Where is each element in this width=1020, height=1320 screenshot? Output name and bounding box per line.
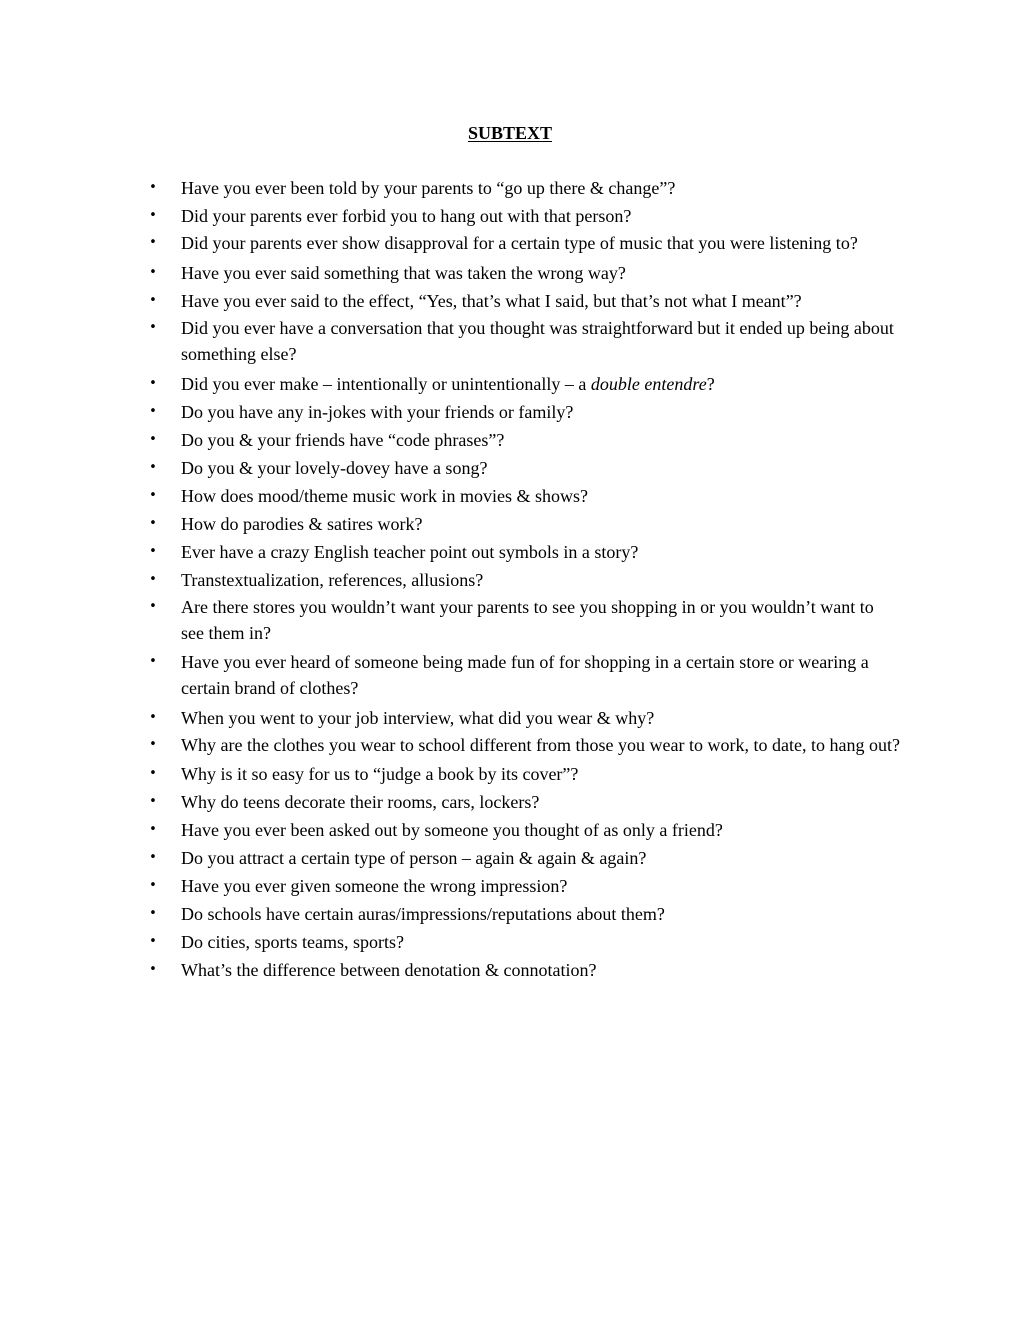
list-item — [149, 816, 901, 844]
bullet-icon: • — [149, 709, 157, 725]
list-item — [149, 760, 901, 788]
list-item-text: Did you ever have a conversation that you thought was straightforward but it ended up being about something else? — [181, 317, 894, 364]
list-item-italic-text: double entendre — [590, 373, 707, 394]
list-item — [149, 538, 901, 566]
bullet-icon: • — [149, 487, 157, 503]
list-item-text: Why is it so easy for us to “judge a book by its cover”? — [181, 764, 579, 784]
list-item — [149, 482, 901, 510]
bullet-icon: • — [149, 934, 157, 949]
page-title — [0, 121, 1020, 145]
bullet-icon: • — [149, 736, 157, 752]
list-item — [149, 230, 901, 259]
list-item-text: Do cities, sports teams, sports? — [181, 932, 404, 952]
list-item — [149, 900, 901, 928]
list-item-text: How does mood/theme music work in movies & shows? — [181, 485, 588, 506]
bullet-icon: • — [149, 598, 157, 614]
bullet-icon: • — [149, 319, 157, 335]
bullet-icon: • — [149, 180, 157, 195]
list-item — [149, 566, 901, 594]
list-item — [149, 315, 901, 370]
bullet-icon: • — [149, 571, 157, 587]
question-list — [149, 174, 901, 984]
bullet-icon: • — [149, 794, 157, 809]
list-item-text: Why are the clothes you wear to school different from those you wear to work, to date, to hang out? — [181, 734, 900, 755]
list-item-text: Do schools have certain auras/impressions/reputations about them? — [181, 904, 665, 924]
list-item — [149, 259, 901, 287]
list-item — [149, 454, 901, 482]
list-item-text: Are there stores you wouldn’t want your parents to see you shopping in or you wouldn’t want to see them in? — [181, 596, 874, 643]
list-item — [149, 426, 901, 454]
bullet-icon: • — [149, 403, 157, 419]
list-item-text: Do you attract a certain type of person – again & again & again? — [181, 848, 647, 868]
bullet-icon: • — [149, 515, 157, 531]
bullet-icon: • — [149, 208, 157, 223]
list-item-text-end: ? — [706, 373, 715, 394]
list-item — [149, 928, 901, 956]
list-item-text: Have you ever given someone the wrong impression? — [181, 876, 568, 896]
list-item-text: Do you & your lovely-dovey have a song? — [181, 457, 488, 478]
list-item-text: Did your parents ever show disapproval for a certain type of music that you were listening to? — [181, 233, 858, 253]
list-item-text: Did you ever make – intentionally or unintentionally – a — [181, 373, 591, 394]
list-item — [149, 732, 901, 761]
list-item-text: Do you have any in-jokes with your friends or family? — [181, 401, 574, 422]
list-item — [149, 594, 901, 649]
bullet-icon: • — [149, 653, 157, 669]
bullet-icon: • — [149, 906, 157, 921]
list-item-text: Have you ever said something that was taken the wrong way? — [181, 262, 626, 283]
list-item — [149, 174, 901, 202]
list-item-text: Have you ever heard of someone being made fun of for shopping in a certain store or wearing a certain brand of clothes? — [181, 651, 869, 698]
bullet-icon: • — [149, 822, 157, 837]
page-title-text: SUBTEXT — [467, 123, 553, 143]
list-item — [149, 370, 901, 398]
list-item-text: Have you ever been told by your parents to “go up there & change”? — [181, 178, 676, 198]
list-item — [149, 956, 901, 984]
bullet-icon: • — [149, 962, 157, 977]
list-item-text: Have you ever said to the effect, “Yes, that’s what I said, but that’s not what I meant”? — [181, 290, 802, 311]
bullet-icon: • — [149, 850, 157, 865]
list-item-text: Did your parents ever forbid you to hang out with that person? — [181, 206, 632, 226]
list-item — [149, 704, 901, 732]
list-item-text: Ever have a crazy English teacher point out symbols in a story? — [181, 541, 639, 562]
list-item — [149, 510, 901, 538]
bullet-icon: • — [149, 292, 157, 308]
list-item-text: Why do teens decorate their rooms, cars, lockers? — [181, 792, 540, 812]
bullet-icon: • — [149, 766, 157, 781]
bullet-icon: • — [149, 459, 157, 475]
bullet-icon: • — [149, 878, 157, 893]
bullet-icon: • — [149, 264, 157, 280]
list-item — [149, 649, 901, 704]
list-item-text: Have you ever been asked out by someone you thought of as only a friend? — [181, 820, 723, 840]
bullet-icon: • — [149, 431, 157, 447]
list-item — [149, 398, 901, 426]
list-item-text: When you went to your job interview, what did you wear & why? — [181, 707, 655, 728]
list-item-text: Transtextualization, references, allusions? — [181, 569, 484, 590]
bullet-icon: • — [149, 543, 157, 559]
list-item — [149, 872, 901, 900]
list-item — [149, 287, 901, 315]
list-item-text: What’s the difference between denotation & connotation? — [181, 960, 597, 980]
list-item-text: How do parodies & satires work? — [181, 513, 423, 534]
list-item — [149, 202, 901, 230]
bullet-icon: • — [149, 375, 157, 391]
bullet-icon: • — [149, 235, 157, 250]
list-item-text: Do you & your friends have “code phrases”? — [181, 429, 505, 450]
list-item — [149, 844, 901, 872]
list-item — [149, 788, 901, 816]
